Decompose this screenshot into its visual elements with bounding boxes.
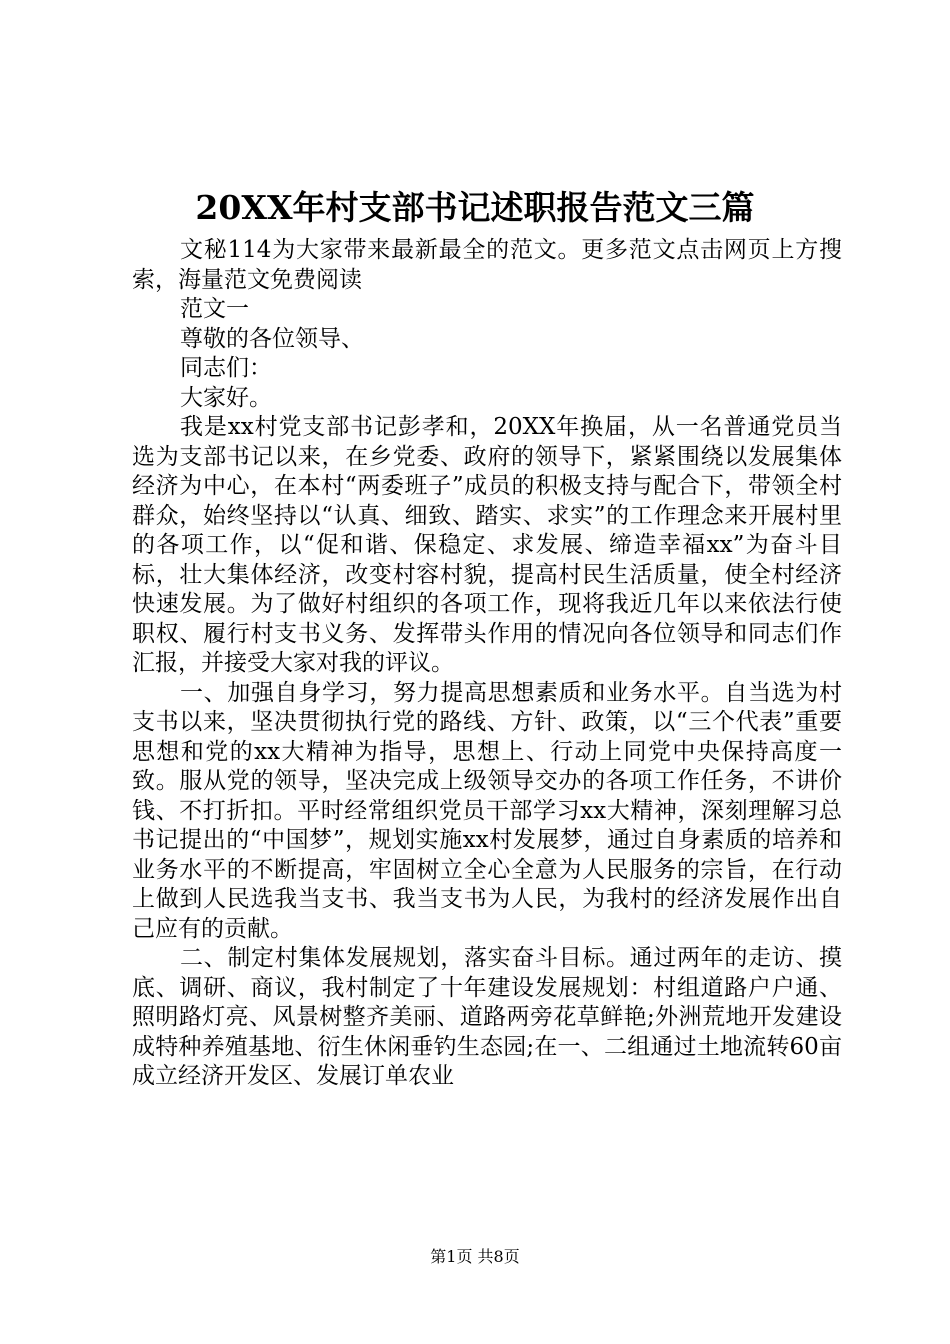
body-paragraph: 我是xx村党支部书记彭孝和，20XX年换届，从一名普通党员当选为支部书记以来，在乡党委、政府的领导下，紧紧围绕以发展集体经济为中心，在本村“两委班子”成员的积极支持与配合下，带领全村群众，始终坚持以“认真、细致、踏实、求实”的工作理念来开展村里的各项工作，以“促和谐、保稳定、求发展、缔造幸福xx”为奋斗目标，壮大集体经济，改变村容村貌，提高村民生活质量，使全村经济快速发展。为了做好村组织的各项工作，现将我近几年以来依法行使职权、履行村支书义务、发挥带头作用的情况向各位领导和同志们作汇报，并接受大家对我的评议。 bbox=[132, 414, 842, 676]
section-heading: 范文一 bbox=[180, 296, 249, 322]
greeting-line: 大家好。 bbox=[180, 384, 272, 411]
intro-paragraph: 文秘114为大家带来最新最全的范文。更多范文点击网页上方搜索，海量范文免费阅读 bbox=[132, 237, 842, 293]
body-paragraph: 一、加强自身学习，努力提高思想素质和业务水平。自当选为村支书以来，坚决贯彻执行党的路线、方针、政策，以“三个代表”重要思想和党的xx大精神为指导，思想上、行动上同党中央保持高度一致。服从党的领导，坚决完成上级领导交办的各项工作任务，不讲价钱、不打折扣。平时经常组织党员干部学习xx大精神，深刻理解习总书记提出的“中国梦”，规划实施xx村发展梦，通过自身素质的培养和业务水平的不断提高，牢固树立全心全意为人民服务的宗旨，在行动上做到人民选我当支书、我当支书为人民，为我村的经济发展作出自己应有的贡献。 bbox=[132, 679, 842, 942]
document-body bbox=[132, 236, 842, 1092]
body-paragraph: 二、制定村集体发展规划，落实奋斗目标。通过两年的走访、摸底、调研、商议，我村制定了十年建设发展规划：村组道路户户通、照明路灯亮、风景树整齐美丽、道路两旁花草鲜艳;外洲荒地开发建设成特种养殖基地、衍生休闲垂钓生态园;在一、二组通过土地流转60亩成立经济开发区、发展订单农业 bbox=[132, 945, 842, 1089]
salutation-line: 同志们： bbox=[180, 355, 272, 381]
salutation-line: 尊敬的各位领导、 bbox=[180, 325, 364, 352]
page-footer: 第1页 共8页 bbox=[430, 1247, 520, 1266]
document-title: 20XX年村支部书记述职报告范文三篇 bbox=[195, 188, 755, 227]
